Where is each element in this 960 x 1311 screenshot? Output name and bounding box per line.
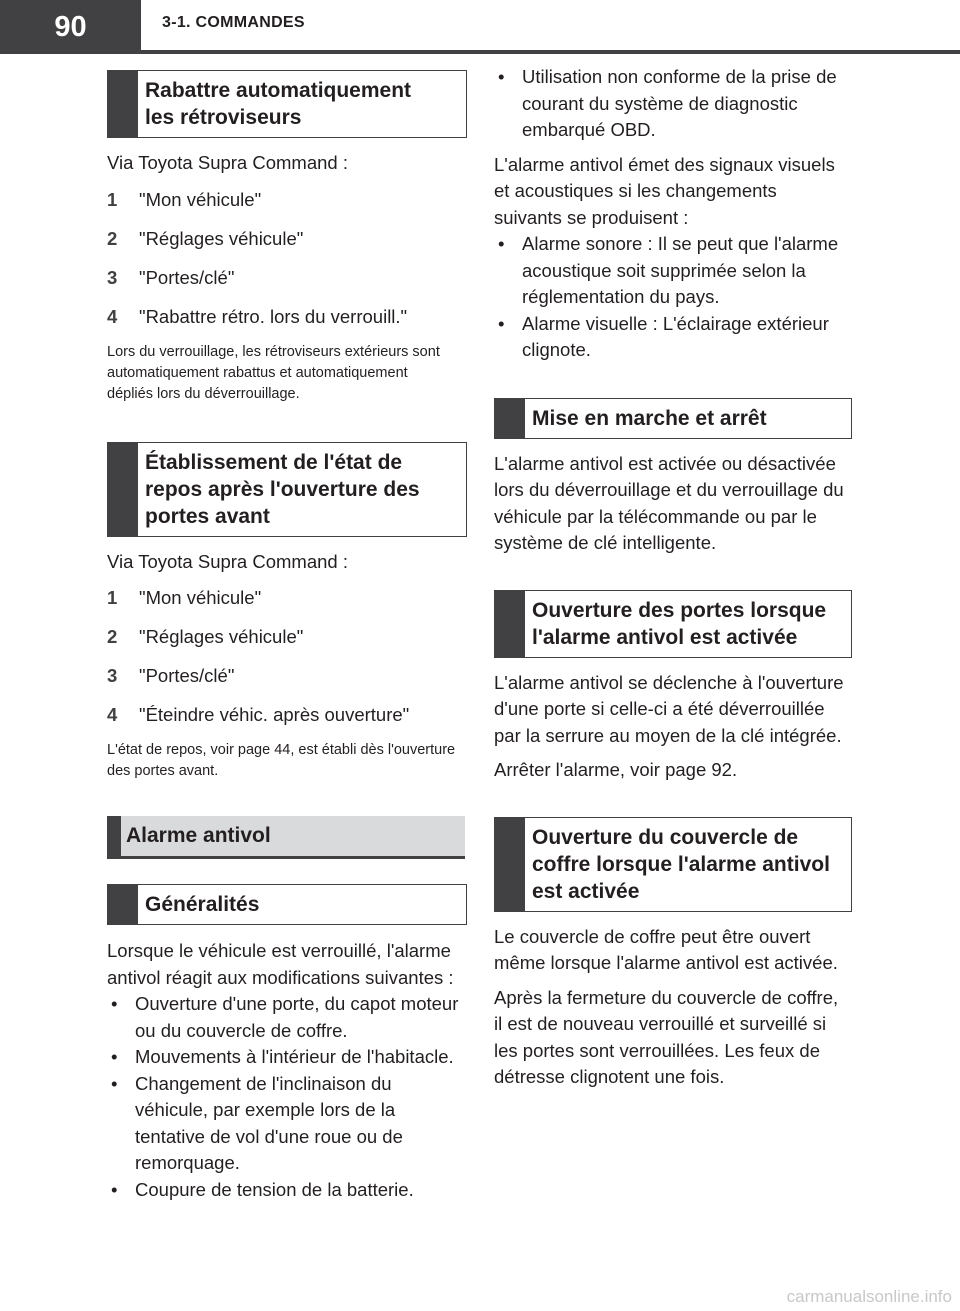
body-text: Arrêter l'alarme, voir page 92. — [494, 759, 738, 780]
bullet-text: Changement de l'inclinaison du véhicule, par exemple lors de la tentative de vol d'une roue ou de remorquage. — [135, 1072, 403, 1173]
intro-text: Via Toyota Supra Command : — [107, 550, 348, 572]
section-heading-mirrors — [107, 70, 467, 138]
bullet-dot: • — [111, 1072, 118, 1094]
step-number: 2 — [107, 626, 118, 647]
heading-bar — [495, 399, 525, 438]
heading-bar — [107, 816, 121, 856]
body-text: L'alarme antivol se déclenche à l'ouverture d'une porte si celle-ci a été déverrouillée par la serrure au moyen de la clé intégrée. — [494, 671, 844, 746]
step-number: 4 — [107, 704, 118, 725]
step-number: 1 — [107, 188, 118, 210]
step-text: "Mon véhicule" — [139, 188, 262, 210]
section-heading-on-off — [494, 398, 852, 439]
step-item — [107, 624, 465, 650]
heading-bar — [108, 885, 138, 924]
section-title: Généralités — [145, 893, 260, 916]
heading-bar — [108, 443, 138, 536]
bullet-dot: • — [111, 1046, 118, 1067]
heading-bar — [495, 591, 525, 657]
bullet-text: Mouvements à l'intérieur de l'habitacle. — [135, 1046, 454, 1067]
right-column — [494, 64, 852, 1091]
step-item — [107, 187, 465, 213]
section-heading-trunk-alarm — [494, 817, 852, 912]
heading-bar — [495, 818, 525, 911]
bullet-item — [107, 1044, 465, 1071]
page-header — [0, 0, 960, 54]
step-number: 3 — [107, 266, 118, 288]
note-text: L'état de repos, voir page 44, est établi dès l'ouverture des portes avant. — [107, 742, 456, 779]
section-heading-doors-alarm — [494, 590, 852, 658]
header-rule — [0, 50, 960, 54]
body-text: Lorsque le véhicule est verrouillé, l'alarme antivol réagit aux modifications suivantes : — [107, 940, 454, 988]
step-text: "Réglages véhicule" — [139, 227, 304, 249]
note-text: Lors du verrouillage, les rétroviseurs extérieurs sont automatiquement rabattus et automatiquement dépliés lors du déverrouillage. — [107, 343, 440, 402]
bullet-dot: • — [111, 993, 118, 1014]
bullet-item — [107, 991, 465, 1044]
intro-text: Via Toyota Supra Command : — [107, 152, 348, 173]
bullet-text: Utilisation non conforme de la prise de courant du système de diagnostic embarqué OBD. — [522, 66, 837, 140]
chapter-heading-alarm — [107, 816, 465, 859]
step-number: 1 — [107, 587, 118, 608]
section-heading-rest-state — [107, 442, 467, 537]
section-title: Mise en marche et arrêt — [532, 406, 767, 430]
bullet-dot: • — [111, 1178, 118, 1200]
step-text: "Mon véhicule" — [139, 587, 262, 608]
section-title: Ouverture des portes lorsque l'alarme antivol est activée — [532, 598, 827, 649]
bullet-item — [494, 64, 844, 144]
section-title: Rabattre automatiquement les rétroviseurs — [145, 79, 412, 129]
bullet-text: Alarme sonore : Il se peut que l'alarme acoustique soit supprimée selon la réglementation du pays. — [522, 233, 839, 307]
chapter-heading-title: Alarme antivol — [126, 824, 271, 847]
step-text: "Réglages véhicule" — [139, 626, 304, 647]
body-text: L'alarme antivol émet des signaux visuels et acoustiques si les changements suivants se produisent : — [494, 153, 835, 228]
page-number: 90 — [0, 0, 141, 50]
step-item — [107, 226, 465, 252]
body-text: Le couvercle de coffre peut être ouvert même lorsque l'alarme antivol est activée. — [494, 925, 838, 973]
step-item — [107, 585, 465, 611]
left-column — [107, 70, 465, 1203]
step-text: "Éteindre véhic. après ouverture" — [139, 704, 410, 725]
step-item — [107, 304, 465, 330]
heading-bar — [108, 71, 138, 137]
bullet-text: Coupure de tension de la batterie. — [135, 1178, 414, 1200]
step-text: "Portes/clé" — [139, 665, 235, 686]
bullet-dot: • — [498, 66, 505, 87]
watermark: carmanualsonline.info — [786, 1287, 952, 1306]
bullet-item — [107, 1177, 465, 1204]
section-title: Établissement de l'état de repos après l'ouverture des portes avant — [145, 450, 420, 528]
body-text: L'alarme antivol est activée ou désactivée lors du déverrouillage et du verrouillage du véhicule par la télécommande ou par le système de clé intelligente. — [494, 452, 844, 553]
step-number: 3 — [107, 665, 118, 686]
step-text: "Portes/clé" — [139, 266, 235, 288]
bullet-item — [494, 311, 839, 364]
chapter-title: 3-1. COMMANDES — [162, 14, 305, 31]
section-heading-general — [107, 884, 467, 925]
step-number: 4 — [107, 305, 118, 327]
bullet-dot: • — [498, 312, 505, 334]
step-item — [107, 702, 465, 728]
step-item — [107, 663, 465, 689]
bullet-item — [494, 231, 839, 311]
step-item — [107, 265, 465, 291]
bullet-text: Alarme visuelle : L'éclairage extérieur clignote. — [522, 312, 829, 360]
bullet-item — [107, 1071, 465, 1177]
bullet-text: Ouverture d'une porte, du capot moteur ou du couvercle de coffre. — [135, 993, 459, 1041]
bullet-dot: • — [498, 233, 505, 254]
body-text: Après la fermeture du couvercle de coffre, il est de nouveau verrouillé et surveillé si les portes sont verrouillées. Les feux de détresse clignotent une fois. — [494, 986, 839, 1087]
section-title: Ouverture du couvercle de coffre lorsque l'alarme antivol est activée — [532, 825, 830, 903]
step-number: 2 — [107, 227, 118, 249]
step-text: "Rabattre rétro. lors du verrouill." — [139, 305, 408, 327]
